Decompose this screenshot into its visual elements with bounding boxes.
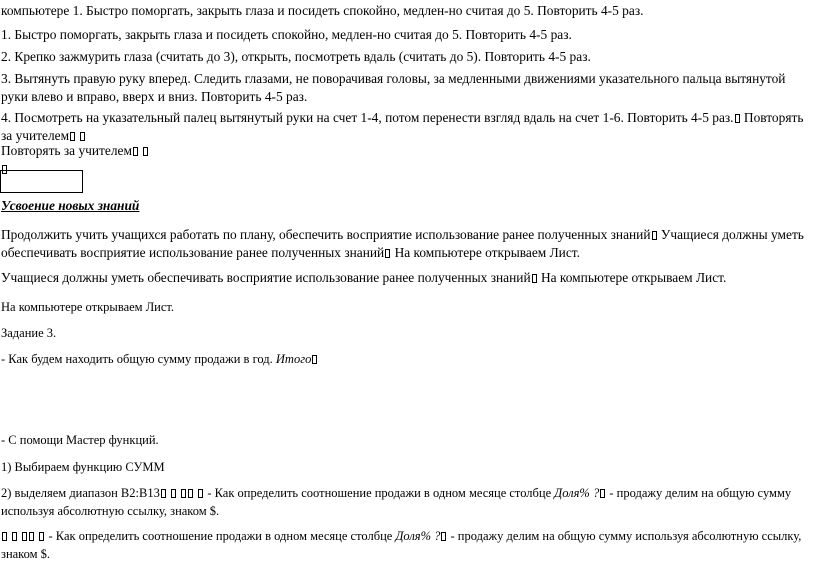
exercise-1 <box>1 26 806 44</box>
text: Задание 3. <box>1 326 57 340</box>
empty-table-cell <box>0 170 83 193</box>
glyph-placeholder-icon <box>441 532 446 541</box>
text: На компьютере открываем Лист. <box>537 270 727 285</box>
paragraph-1 <box>1 226 806 262</box>
line-0 <box>1 2 806 20</box>
text: 1. Быстро поморгать, закрыть глаза и посидеть спокойно, медлен-но считая до 5. Повторить 4-5 раз. <box>1 27 572 42</box>
glyph-placeholder-icon <box>133 147 138 156</box>
section-heading <box>1 197 806 215</box>
step-2 <box>1 484 806 520</box>
text: компьютере⁠ 1. Быстро поморгать, закрыть глаза и посидеть спокойно, медлен-но считая до 5. Повторить 4-5 раз. <box>1 3 644 18</box>
glyph-placeholder-icon <box>735 114 740 123</box>
glyph-placeholder-icon <box>312 355 317 364</box>
heading-text: Усвоение новых знаний <box>1 198 140 213</box>
paragraph-2 <box>1 269 806 287</box>
glyph-placeholder-icon <box>198 489 203 498</box>
glyph-placeholder-icon <box>143 147 148 156</box>
glyph-placeholder-icon <box>600 489 605 498</box>
italic-text: Доля% ? <box>395 529 441 543</box>
glyph-placeholder-icon <box>171 489 176 498</box>
glyph-placeholder-icon <box>188 489 193 498</box>
glyph-placeholder-icon <box>2 532 7 541</box>
text: - С помощи Мастер функций. <box>1 433 159 447</box>
question-1 <box>1 350 806 368</box>
italic-text: Итого <box>275 352 312 366</box>
glyph-placeholder-icon <box>385 249 390 258</box>
glyph-placeholder-icon <box>181 489 186 498</box>
text: На компьютере открываем Лист. <box>1 300 175 314</box>
text: Учащиеся должны уметь обеспечивать восприятие использование ранее полученных знаний <box>1 227 804 260</box>
step-1 <box>1 458 806 476</box>
paragraph-3 <box>1 298 806 316</box>
text: Продолжить учить учащихся работать по плану, обеспечить восприятие использование ранее полученных знаний <box>1 227 651 242</box>
text: 1) Выбираем функцию СУММ <box>1 460 165 474</box>
text: - Как определить соотношение продажи в одном месяце столбце <box>45 529 396 543</box>
text: - Как будем находить общую сумму продажи в год. <box>1 352 276 366</box>
text: 2. Крепко зажмурить глаза (считать до 3), открыть, посмотреть вдаль (считать до 5). Повторить 4-5 раз. <box>1 49 591 64</box>
glyph-placeholder-icon <box>532 274 537 283</box>
text: 2) выделяем диапазон В2:В13 <box>1 486 160 500</box>
repeat-line <box>1 142 806 178</box>
text: Повторять за учителем <box>1 143 132 158</box>
glyph-placeholder-icon <box>39 532 44 541</box>
last-line <box>1 527 806 563</box>
glyph-placeholder-icon <box>80 132 85 141</box>
text: 3. Вытянуть правую руку вперед. Следить глазами, не поворачивая головы, за медленными движениями указательного пальца вытянутой руки влево и вправо, вверх и вниз. Повторить 4-5 раз. <box>1 71 786 104</box>
glyph-placeholder-icon <box>652 231 657 240</box>
wizard-line <box>1 431 806 449</box>
glyph-placeholder-icon <box>22 532 27 541</box>
italic-text: Доля% ? <box>554 486 600 500</box>
text: Повторять за учителем <box>1 110 804 143</box>
exercise-3 <box>1 70 806 106</box>
text: 4. Посмотреть на указательный палец вытянутый руки на счет 1-4, потом перенести взгляд вдаль на счет 1-6. Повторить 4-5 раз. <box>1 110 734 125</box>
exercise-2 <box>1 48 806 66</box>
glyph-placeholder-icon <box>29 532 34 541</box>
glyph-placeholder-icon <box>70 132 75 141</box>
text: Учащиеся должны уметь обеспечивать восприятие использование ранее полученных знаний <box>1 270 531 285</box>
glyph-placeholder-icon <box>12 532 17 541</box>
glyph-placeholder-icon <box>161 489 166 498</box>
text: - продажу делим на общую сумму используя абсолютную ссылку, знаком $. <box>1 529 802 561</box>
task-title <box>1 324 806 342</box>
text: - Как определить соотношение продажи в одном месяце столбце <box>204 486 555 500</box>
text: На компьютере открываем Лист. <box>391 245 580 260</box>
exercise-4 <box>1 109 806 145</box>
text: - продажу делим на общую сумму используя абсолютную ссылку, знаком $. <box>1 486 792 518</box>
